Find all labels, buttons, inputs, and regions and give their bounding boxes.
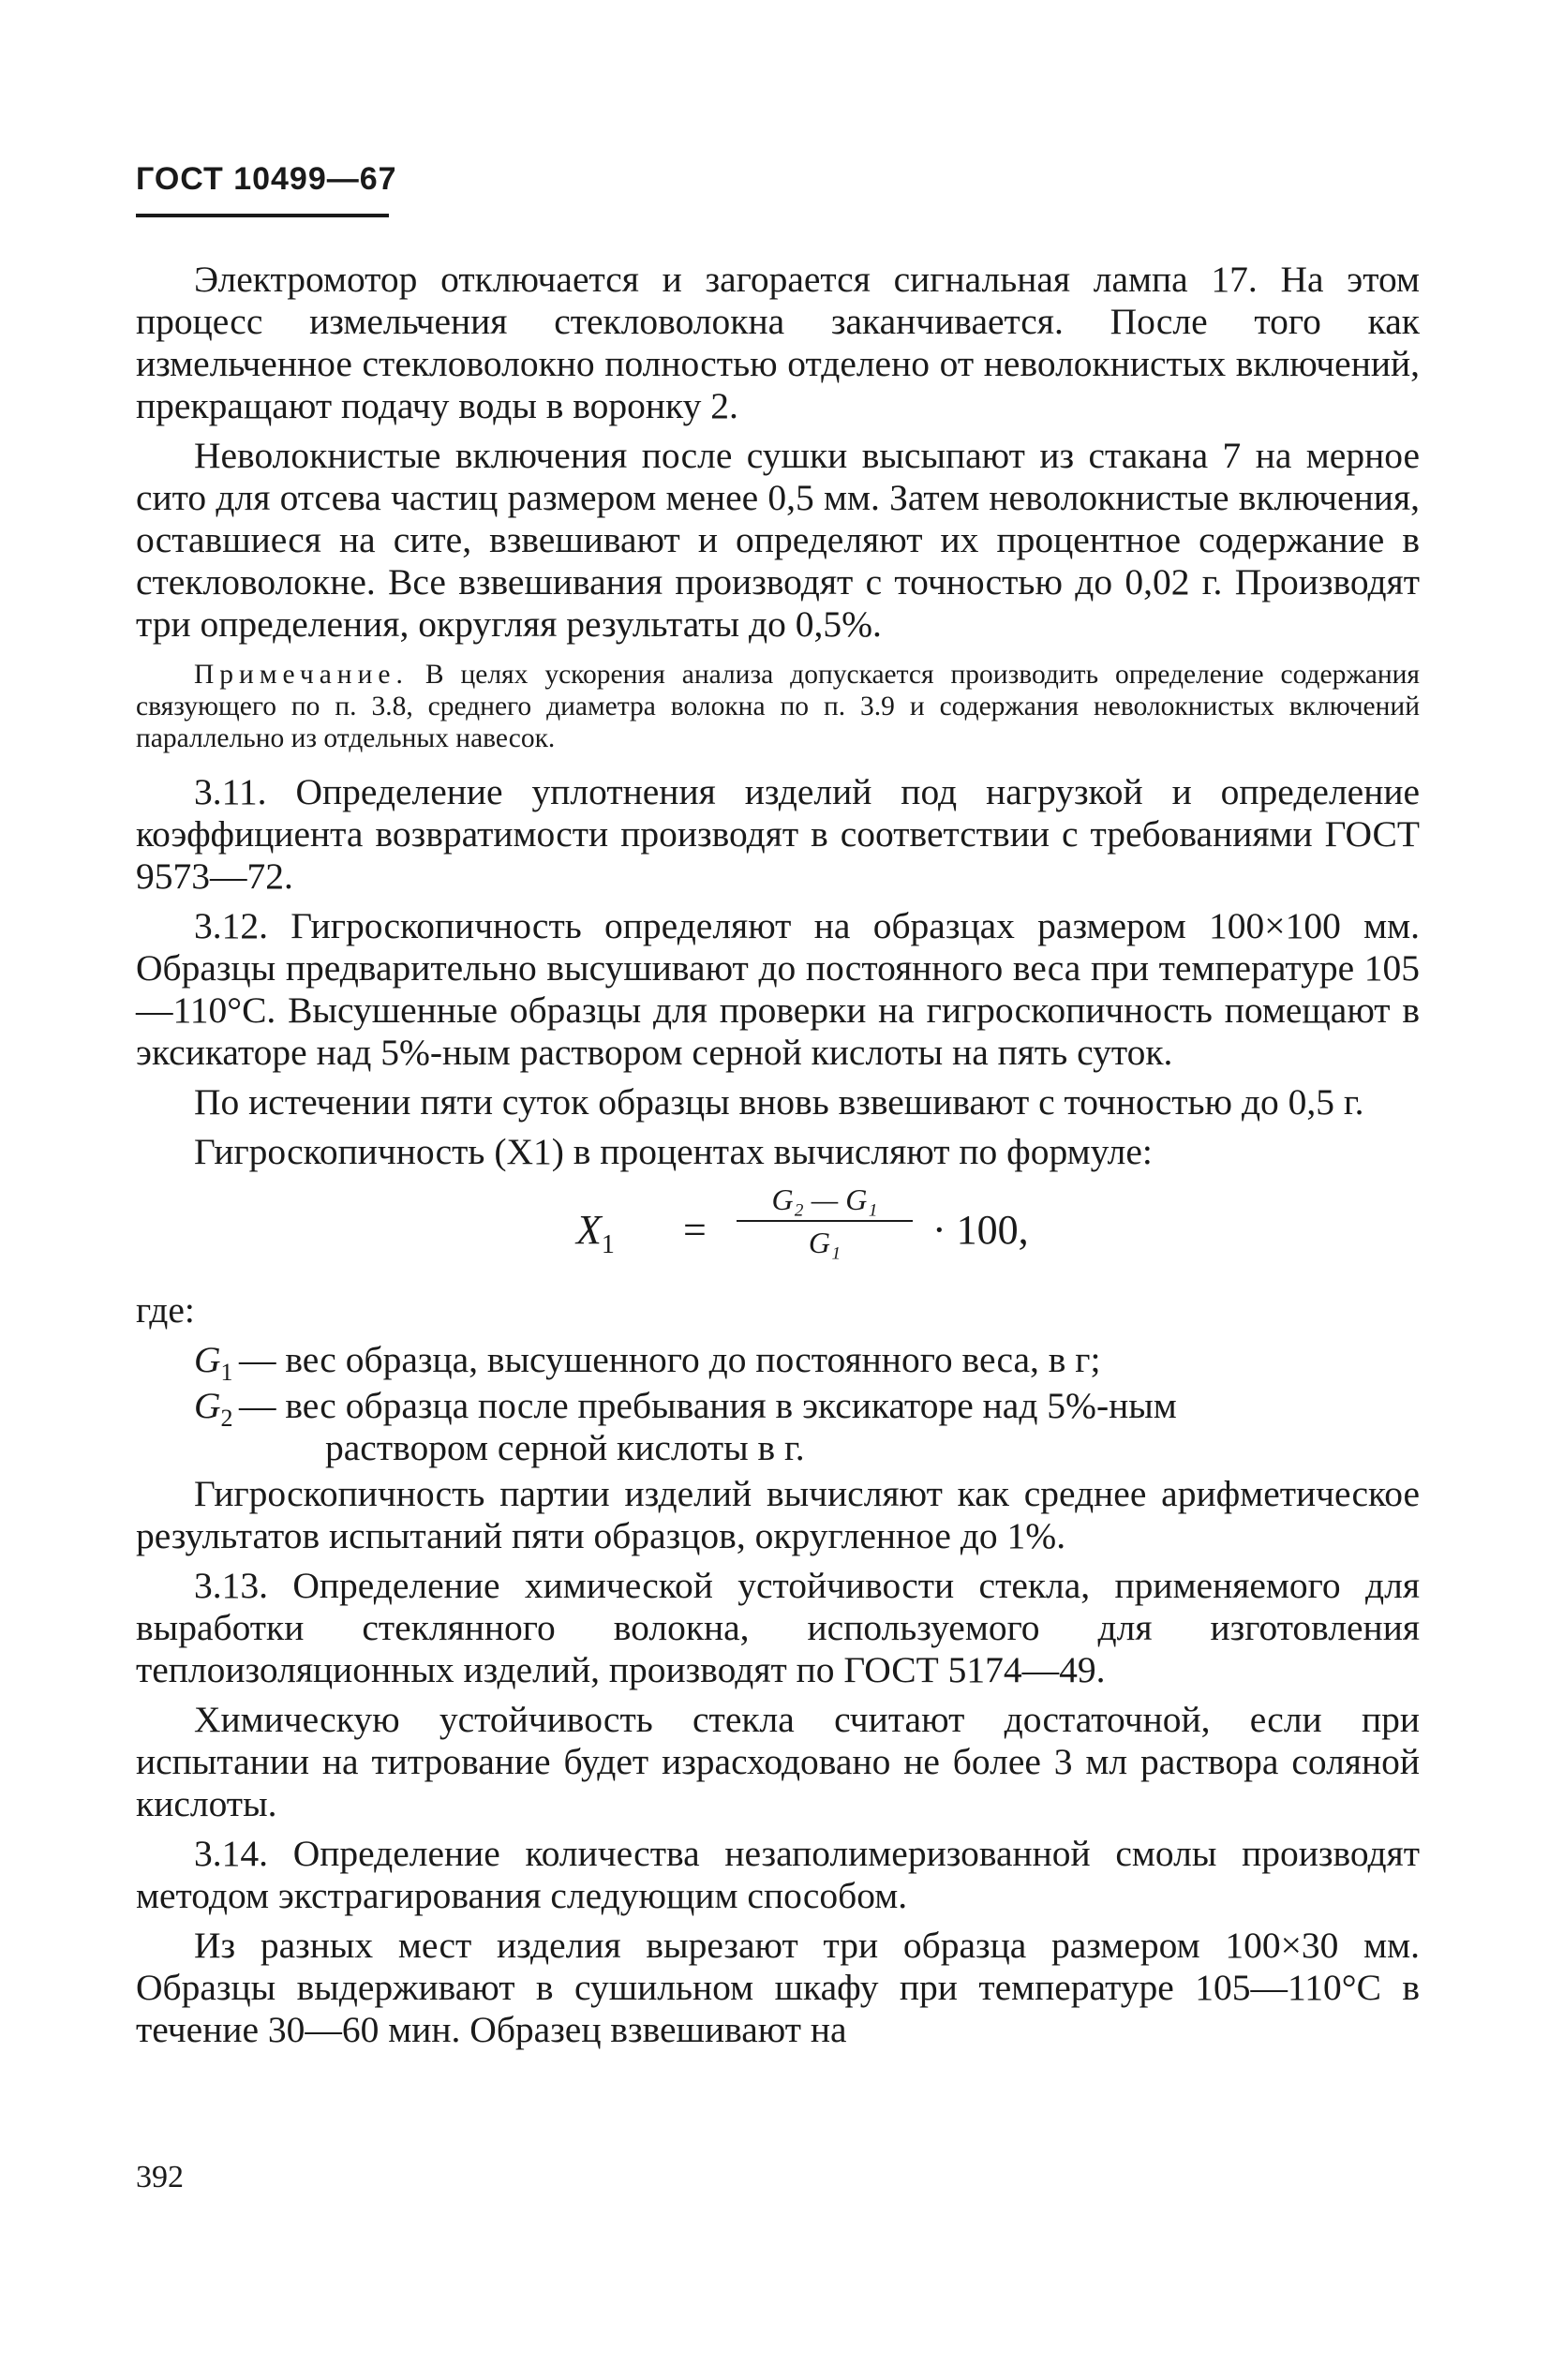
formula-fraction: [731, 1181, 918, 1261]
note-label: Примечание.: [194, 660, 409, 690]
definition-text-continued: раствором серной кислоты в г.: [325, 1427, 805, 1468]
paragraph: Неволокнистые включения после сушки высыпают из стакана 7 на мерное сито для отсева частиц размером менее 0,5 мм. Затем неволокнистые включения, оставшиеся на сите, взвешивают и определяют их процентное содержание в стекловолокне. Все взвешивания производят с точностью до 0,02 г. Производят три определения, округляя результаты до 0,5%.: [136, 435, 1420, 645]
paragraph: 3.12. Гигроскопичность определяют на образцах размером 100×100 мм. Образцы предварительно высушивают до постоянного веса при температуре 105—110°С. Высушенные образцы для проверки на гигроскопичность помещают в эксикаторе над 5%-ным раствором серной кислоты на пять суток.: [136, 905, 1420, 1073]
formula-denominator: G₁: [808, 1226, 842, 1259]
header-underline: [136, 214, 389, 217]
formula-multiplier: · 100,: [932, 1207, 1029, 1253]
where-label: где:: [136, 1289, 195, 1331]
definition-g2: [136, 1385, 1420, 1469]
paragraph: Гигроскопичность (X1) в процентах вычисляют по формуле:: [194, 1131, 1153, 1172]
paragraph: По истечении пяти суток образцы вновь взвешивают с точностью до 0,5 г.: [194, 1081, 1364, 1123]
paragraph: Электромотор отключается и загорается сигнальная лампа 17. На этом процесс измельчения стекловолокна заканчивается. После того как измельченное стекловолокно полностью отделено от неволокнистых включений, прекращают подачу воды в воронку 2.: [136, 259, 1420, 426]
definition-symbol: $G_2$: [194, 1385, 233, 1432]
formula-lhs: $X_1$: [576, 1207, 615, 1259]
document-body: [136, 259, 1420, 2059]
page-number: 392: [136, 2160, 184, 2194]
document-code-header: ГОСТ 10499—67: [136, 161, 397, 197]
formula-numerator: G₂ — G₁: [771, 1183, 878, 1216]
fraction-bar: [737, 1220, 913, 1222]
paragraph: 3.14. Определение количества незаполимеризованной смолы производят методом экстрагирования следующим способом.: [136, 1833, 1420, 1916]
formula-equals: =: [683, 1207, 707, 1253]
paragraph: 3.11. Определение уплотнения изделий под нагрузкой и определение коэффициента возвратимости производят в соответствии с требованиями ГОСТ 9573—72.: [136, 771, 1420, 897]
paragraph: Из разных мест изделия вырезают три образца размером 100×30 мм. Образцы выдерживают в сушильном шкафу при температуре 105—110°С в течение 30—60 мин. Образец взвешивают на: [136, 1925, 1420, 2050]
definition-text: — вес образца, высушенного до постоянного веса, в г;: [239, 1339, 1101, 1380]
note: [136, 659, 1420, 754]
note-text: В целях ускорения анализа допускается производить определение содержания связующего по п. 3.8, среднего диаметра волокна по п. 3.9 и содержания неволокнистых включений параллельно из отдельных навесок.: [136, 660, 1420, 753]
formula: [136, 1181, 1420, 1284]
definition-text: — вес образца после пребывания в эксикаторе над 5%-ным: [239, 1385, 1177, 1426]
paragraph: 3.13. Определение химической устойчивости стекла, применяемого для выработки стеклянного волокна, используемого для изготовления теплоизоляционных изделий, производят по ГОСТ 5174—49.: [136, 1565, 1420, 1690]
paragraph: Гигроскопичность партии изделий вычисляют как среднее арифметическое результатов испытаний пяти образцов, округленное до 1%.: [136, 1473, 1420, 1556]
definition-symbol: $G_1$: [194, 1339, 233, 1386]
paragraph: Химическую устойчивость стекла считают достаточной, если при испытании на титрование будет израсходовано не более 3 мл раствора соляной кислоты.: [136, 1699, 1420, 1824]
definition-g1: [136, 1339, 1420, 1386]
